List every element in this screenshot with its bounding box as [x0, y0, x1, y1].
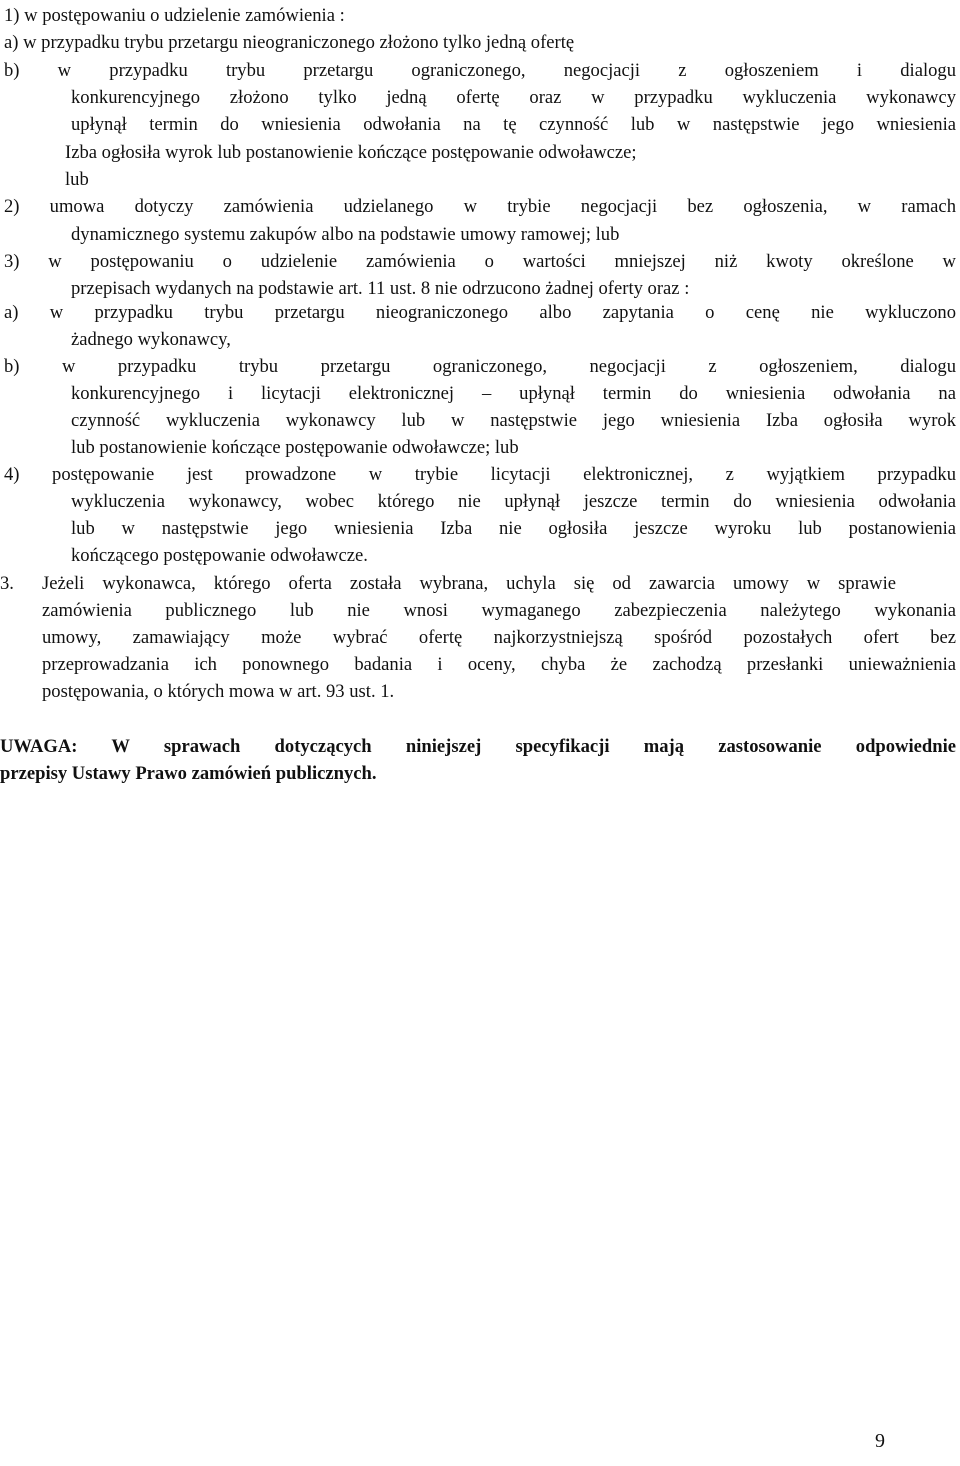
item-3a-line-1: a) w przypadku trybu przetargu nieograniczonego albo zapytania o cenę nie wykluczono — [4, 302, 956, 323]
item-1b-line-1: b) w przypadku trybu przetargu ograniczonego, negocjacji z ogłoszeniem i dialogu — [4, 60, 956, 81]
item-1b-line-3: upłynął termin do wniesienia odwołania na tę czynność lub w następstwie jego wniesienia — [71, 114, 956, 135]
uwaga-line-1: UWAGA: W sprawach dotyczących niniejszej specyfikacji mają zastosowanie odpowiednie — [0, 736, 956, 757]
item-3b-line-1: b) w przypadku trybu przetargu ograniczonego, negocjacji z ogłoszeniem, dialogu — [4, 356, 956, 377]
page-number: 9 — [875, 1430, 885, 1452]
item-3b-line-4: lub postanowienie kończące postępowanie odwoławcze; lub — [71, 437, 519, 458]
item-1a-line: a) w przypadku trybu przetargu nieograniczonego złożono tylko jedną ofertę — [4, 32, 575, 53]
item-4-line-4: kończącego postępowanie odwoławcze. — [71, 545, 368, 566]
item-3b-line-3: czynność wykluczenia wykonawcy lub w następstwie jego wniesienia Izba ogłosiła wyrok — [71, 410, 956, 431]
section-3-line-1: Jeżeli wykonawca, którego oferta została wybrana, uchyla się od zawarcia umowy w sprawie — [42, 573, 896, 594]
item-2-line-2: dynamicznego systemu zakupów albo na podstawie umowy ramowej; lub — [71, 224, 620, 245]
section-3-line-2: zamówienia publicznego lub nie wnosi wymaganego zabezpieczenia należytego wykonania — [42, 600, 956, 621]
item-3-line-1: 3) w postępowaniu o udzielenie zamówienia o wartości mniejszej niż kwoty określone w — [4, 251, 956, 272]
item-3-line-2: przepisach wydanych na podstawie art. 11 ust. 8 nie odrzucono żadnej oferty oraz : — [71, 278, 690, 299]
item-3b-line-2: konkurencyjnego i licytacji elektronicznej – upłynął termin do wniesienia odwołania na — [71, 383, 956, 404]
item-1-lub: lub — [65, 169, 89, 190]
section-3-line-3: umowy, zamawiający może wybrać ofertę najkorzystniejszą spośród pozostałych ofert bez — [42, 627, 956, 648]
section-3-line-5: postępowania, o których mowa w art. 93 ust. 1. — [42, 681, 395, 702]
uwaga-line-2: przepisy Ustawy Prawo zamówień publicznych. — [0, 763, 377, 784]
item-1b-line-2: konkurencyjnego złożono tylko jedną ofertę oraz w przypadku wykluczenia wykonawcy — [71, 87, 956, 108]
item-4-line-1: 4) postępowanie jest prowadzone w trybie licytacji elektronicznej, z wyjątkiem przypadku — [4, 464, 956, 485]
item-2-line-1: 2) umowa dotyczy zamówienia udzielanego w trybie negocjacji bez ogłoszenia, w ramach — [4, 196, 956, 217]
section-3-number: 3. — [0, 573, 14, 594]
item-4-line-2: wykluczenia wykonawcy, wobec którego nie upłynął jeszcze termin do wniesienia odwołania — [71, 491, 956, 512]
item-3a-line-2: żadnego wykonawcy, — [71, 329, 231, 350]
item-1-heading: 1) w postępowaniu o udzielenie zamówienia : — [4, 5, 345, 26]
item-4-line-3: lub w następstwie jego wniesienia Izba nie ogłosiła jeszcze wyroku lub postanowienia — [71, 518, 956, 539]
section-3-line-4: przeprowadzania ich ponownego badania i oceny, chyba że zachodzą przesłanki unieważnienia — [42, 654, 956, 675]
item-1b-line-4: Izba ogłosiła wyrok lub postanowienie kończące postępowanie odwoławcze; — [65, 142, 637, 163]
